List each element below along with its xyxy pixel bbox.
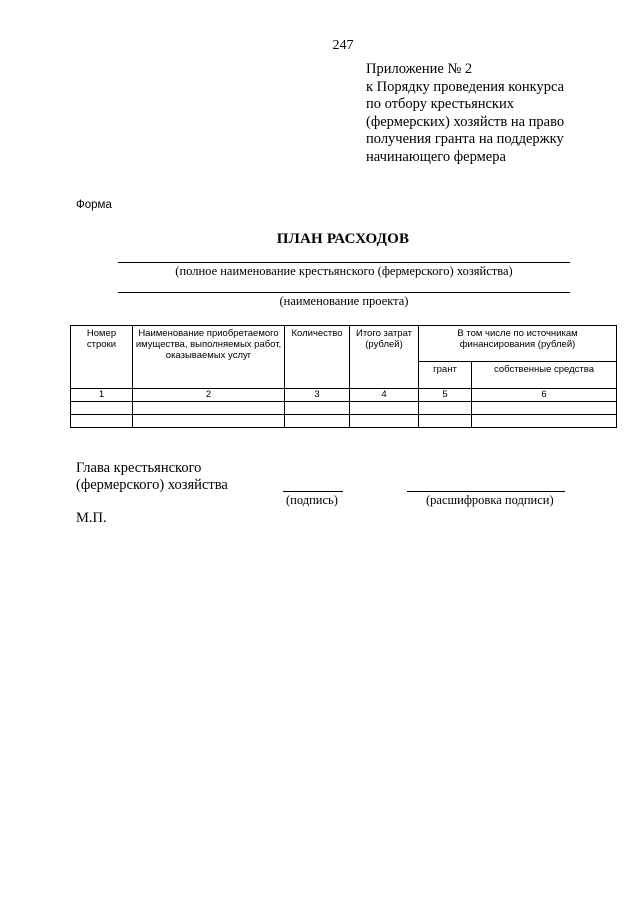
table-cell[interactable]: [472, 402, 617, 415]
table-cell[interactable]: [133, 402, 285, 415]
signature-decode-caption: (расшифровка подписи): [426, 493, 554, 507]
table-cell[interactable]: [419, 415, 472, 428]
column-number: 1: [71, 389, 133, 402]
table-cell[interactable]: [71, 402, 133, 415]
column-number: 3: [285, 389, 350, 402]
farm-name-line: [118, 262, 570, 263]
annex-line: по отбору крестьянских: [366, 96, 514, 112]
table-cell[interactable]: [285, 415, 350, 428]
project-name-caption: (наименование проекта): [279, 294, 409, 308]
table-row: [71, 415, 617, 428]
table-cell[interactable]: [285, 402, 350, 415]
annex-line: к Порядку проведения конкурса: [366, 78, 565, 95]
stamp-place: М.П.: [76, 510, 107, 526]
table-cell[interactable]: [419, 402, 472, 415]
table-cell[interactable]: [472, 415, 617, 428]
column-number: 2: [133, 389, 285, 402]
signature-caption: (подпись): [286, 493, 338, 507]
table-header-row: [71, 326, 617, 362]
header-financing-sources: В том числе по источникам финансирования (рублей): [419, 326, 617, 362]
page-number: 247: [332, 38, 354, 53]
annex-line: Приложение № 2: [366, 61, 473, 77]
header-row-number: Номер строки: [71, 326, 133, 389]
annex-line: начинающего фермера: [366, 148, 506, 165]
farm-name-caption: (полное наименование крестьянского (фермерского) хозяйства): [175, 264, 513, 278]
signature-decode-line: [407, 491, 565, 492]
annex-line: (фермерских) хозяйств на право: [366, 113, 565, 130]
header-own-funds: собственные средства: [472, 362, 617, 389]
column-number: 6: [472, 389, 617, 402]
signature-line: [283, 491, 343, 492]
header-quantity: Количество: [285, 326, 350, 389]
table-number-row: [71, 389, 617, 402]
table-cell[interactable]: [350, 415, 419, 428]
document-title: ПЛАН РАСХОДОВ: [276, 231, 410, 247]
table-cell[interactable]: [350, 402, 419, 415]
table-row: [71, 402, 617, 415]
annex-block: [366, 61, 626, 166]
column-number: 5: [419, 389, 472, 402]
header-total-cost: Итого затрат (рублей): [350, 326, 419, 389]
expense-table: [70, 325, 617, 428]
table-cell[interactable]: [71, 415, 133, 428]
table-cell[interactable]: [133, 415, 285, 428]
signatory-title: [76, 460, 228, 494]
header-item-name: Наименование приобретаемого имущества, выполняемых работ, оказываемых услуг: [133, 326, 285, 389]
signatory-line: Глава крестьянского: [76, 460, 202, 476]
signatory-line: (фермерского) хозяйства: [76, 477, 228, 493]
column-number: 4: [350, 389, 419, 402]
header-grant: грант: [419, 362, 472, 389]
annex-line: получения гранта на поддержку: [366, 131, 564, 147]
form-label: Форма: [76, 199, 112, 211]
project-name-line: [118, 292, 570, 293]
